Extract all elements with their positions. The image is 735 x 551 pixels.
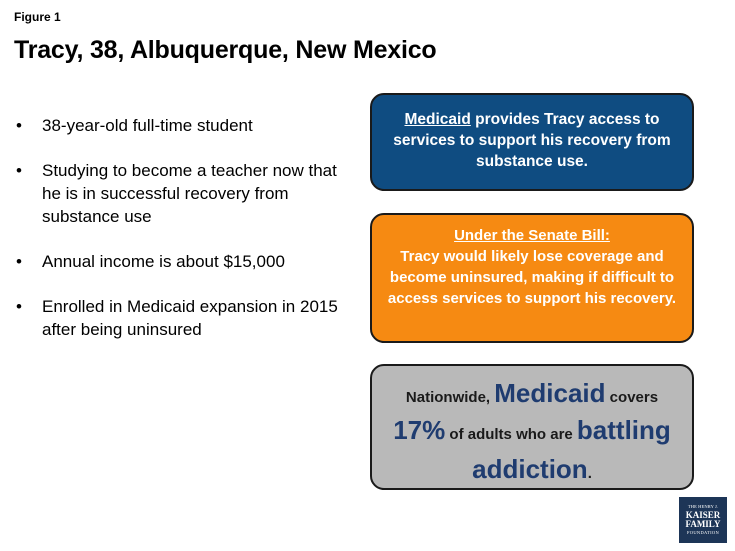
- bullet-icon: •: [16, 297, 22, 316]
- bullet-text: Annual income is about $15,000: [42, 252, 285, 271]
- list-item: [14, 159, 359, 228]
- medicaid-text: provides Tracy access to services to support his recovery from substance use.: [393, 111, 671, 170]
- bullet-list: [14, 114, 359, 363]
- page-title: Tracy, 38, Albuquerque, New Mexico: [14, 36, 437, 64]
- medicaid-info-box: [370, 93, 694, 191]
- stat-text-nationwide: Nationwide,: [405, 389, 495, 406]
- senate-bill-heading: Under the Senate Bill:: [454, 227, 610, 244]
- list-item: [14, 295, 359, 341]
- stat-text-period: .: [587, 465, 592, 482]
- logo-line4: FOUNDATION: [687, 529, 719, 535]
- stat-text-medicaid: Medicaid: [494, 378, 606, 408]
- bullet-text: Studying to become a teacher now that he is in successful recovery from substance use: [42, 161, 337, 226]
- bullet-text: 38-year-old full-time student: [42, 116, 253, 135]
- logo-line2: KAISER: [685, 509, 721, 520]
- nationwide-stat-box: [370, 364, 694, 490]
- bullet-icon: •: [16, 161, 22, 180]
- senate-bill-text: Tracy would likely lose coverage and become uninsured, making if difficult to access services to support his recovery.: [387, 248, 677, 307]
- bullet-icon: •: [16, 252, 22, 271]
- bullet-icon: •: [16, 116, 22, 135]
- stat-percent: 17%: [393, 415, 446, 445]
- figure-label: Figure 1: [14, 10, 61, 24]
- bullet-text: Enrolled in Medicaid expansion in 2015 after being uninsured: [42, 297, 338, 339]
- logo-line3: FAMILY: [685, 518, 721, 529]
- list-item: [14, 250, 359, 273]
- logo-line1: THE HENRY J.: [687, 504, 719, 509]
- list-item: [14, 114, 359, 137]
- senate-bill-box: [370, 213, 694, 343]
- medicaid-heading: Medicaid: [404, 111, 471, 128]
- stat-text-covers: covers: [605, 389, 659, 406]
- stat-text-battling: battling: [576, 415, 671, 445]
- kff-logo: [679, 497, 727, 543]
- stat-text-addiction: addiction: [472, 454, 588, 484]
- stat-text-adults: of adults who are: [445, 426, 577, 443]
